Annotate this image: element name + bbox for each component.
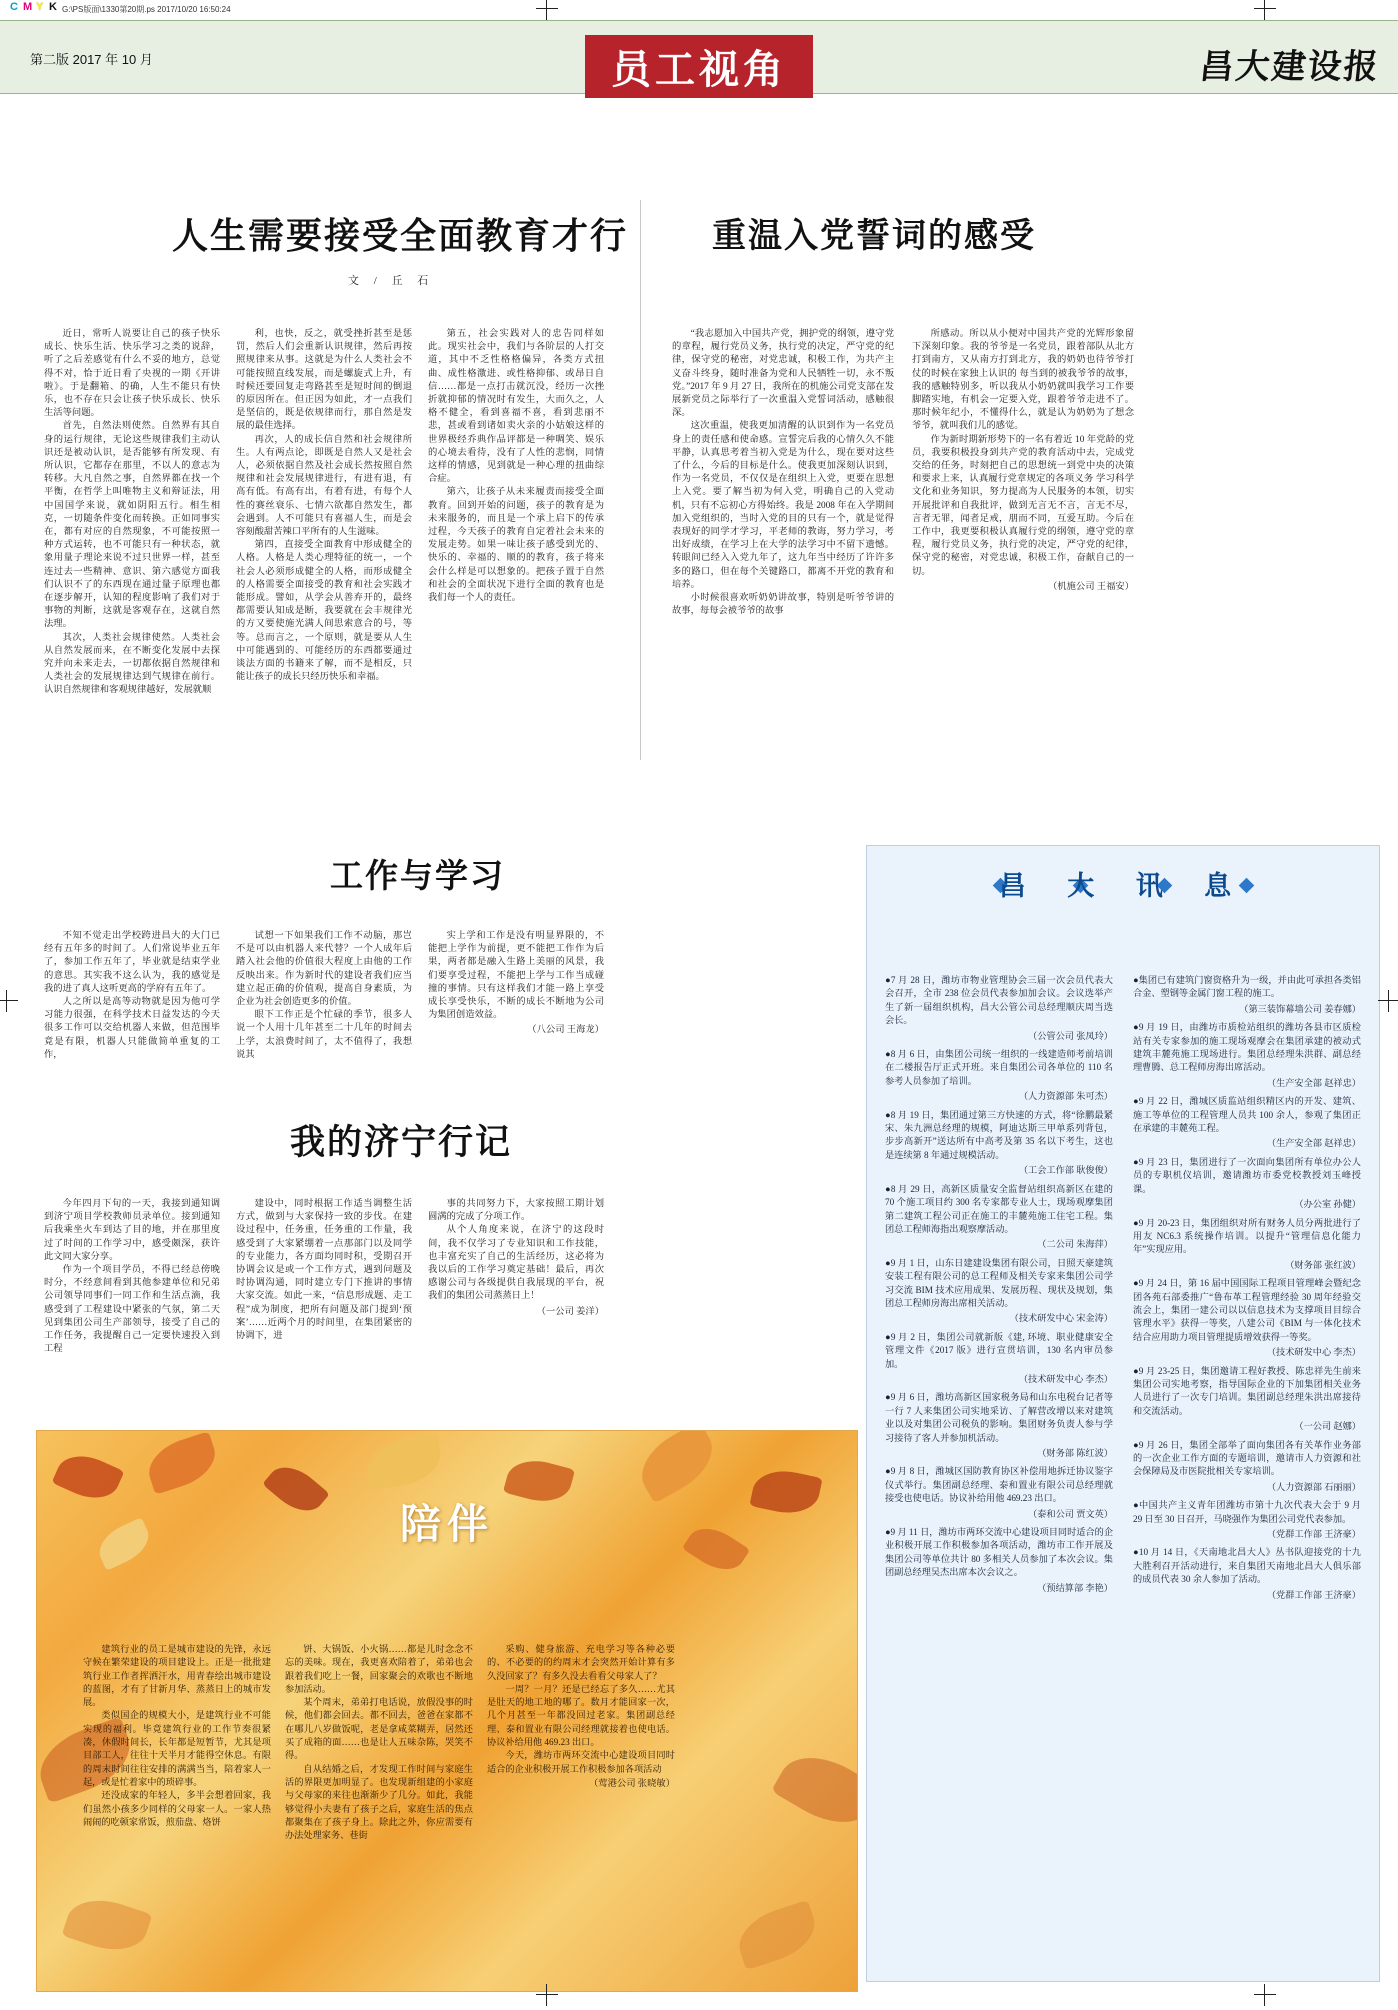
news-item-signature: （公管公司 张凤玲） xyxy=(1028,1030,1113,1041)
column-divider xyxy=(640,200,641,760)
news-item-signature: （生产安全部 赵祥忠） xyxy=(1266,1077,1361,1088)
news-item-signature: （党群工作部 王济豪） xyxy=(1266,1529,1361,1540)
issue-label: 第二版 2017 年 10 月 xyxy=(30,52,153,67)
news-item-signature: （财务部 陈红波） xyxy=(1037,1448,1113,1458)
news-item-signature: （财务部 张红波） xyxy=(1285,1259,1361,1270)
article3-signature: （八公司 王海龙） xyxy=(527,1025,604,1036)
article2-col2: 所感动。所以从小便对中国共产党的光辉形象留下深刻印象。我的爷爷是一名党员，跟着部队从北方打到南方，又从南方打到北方，我的奶奶也待爷爷打仗的时候在家独上认识的 每当到的被我爷爷的故事，我的感触特别多，听以我从小奶奶就叫我学习工作要脚踏实地，有机会一定要入党，跟着爷爷走进不了。那时候年纪小，不懂得什么，就是认为奶奶为了想念爷爷，就叫我们儿的感觉。 作为新时期新形势下的一名有着近 10 年党龄的党员，我要积极投身到共产党的教育活动中去，完成党交给的任务，时刻把自己的思想统一到党中央的决策和要求上来，认真履行党章规定的各项义务 学习科学文化和业务知识，努力提高为人民服务的本领，切实开展批评和自我批评，做到无言无不言，言无不尽，言者无罪，闻者足戒，朋而不同，互爱互助。今后在工作中，我更要积极认真履行党的纲领，遵守党的章程，履行党员义务，执行党的决定，严守党的纪律，保守党的秘密，对党忠诚，积极工作，奋献自己的一切。 （机施公司 王福安） xyxy=(912,328,1134,594)
registration-mark xyxy=(1378,990,1398,1012)
banner-illustration xyxy=(36,1430,858,1992)
banner-signature: （莺港公司 张晓敏） xyxy=(589,1778,675,1789)
masthead xyxy=(0,20,1398,94)
news-item-signature: （办公室 孙健） xyxy=(1294,1199,1361,1210)
banner-col1: 建筑行业的员工是城市建设的先锋，永远守候在繁荣建设的项目建设上。正是一批批建筑行业工作者挥洒汗水，用青春绘出城市建设的蓝图，才有了甘新月华、蒸蒸日上的城市发展。 类似国企的规模大小，是建筑行业不可能实现的福利。毕竟建筑行业的工作节奏很紧凑，休假时间长，长年都是短暂节，尤其是项目部工人，往往十天半月才能得空休息。有限的周末时间往往安排的满满当当，陪着家人一起，或是忙着家中的琐碎事。 还没成家的年轻人，多半会想着回家，我们虽然小孩多少同样的父母家一人。一家人热闹闹的吃顿家常饭，煎茄盘、烙饼 xyxy=(83,1644,271,1827)
article4-col3: 事的共同努力下，大家按照工期计划圆满的完成了分项工作。 从个人角度来说，在济宁的这段时间，我不仅学习了专业知识和工作技能，也丰富充实了自己的生活经历，这必将为我以后的工作学习奠定基础！最后，再次感谢公司与各级提供自我展现的平台，祝我们的集团公司蒸蒸日上！ （一公司 姜洋） xyxy=(428,1198,604,1319)
news-item-signature: （人力资源部 石丽丽） xyxy=(1266,1481,1361,1492)
registration-mark xyxy=(0,990,18,1012)
news-item-signature: （预结算部 李艳） xyxy=(1037,1582,1113,1593)
file-stamp: G:\PS版面\1330第20期.ps 2017/10/20 16:50:24 xyxy=(62,5,231,14)
page-title: 员工视角 xyxy=(585,35,813,98)
banner-col2: 饼、大锅饭、小火锅……都是儿时念念不忘的美味。现在，我更喜欢陪着了，弟弟也会跟着我们吃上一餐，回家聚会的欢歌也不断地参加活动。 某个周末，弟弟打电话说，放假没事的时候，他们都会回去。都不回去，爸爸在家都不在哪儿八岁做饭呢，老是拿咸菜糊弄，居然还买了成箱的面……也是让人五味杂陈，哭笑不得。 自从结婚之后，才发现工作时间与家庭生活的界限更加明显了。也发现新组建的小家庭与父母家的来往也渐渐少了几分。如此，我能够觉得小夫妻有了孩子之后，家庭生活的焦点都聚集在了孩子身上。除此之外，你应需要有办法处理家务、巷街 xyxy=(285,1644,473,1841)
article4-headline: 我的济宁行记 xyxy=(290,1122,513,1163)
leaf-shape xyxy=(771,1741,858,1839)
article2-headline: 重温入党誓词的感受 xyxy=(712,216,1036,256)
newspaper-logo: 昌大建设报 xyxy=(1197,47,1382,87)
registration-mark xyxy=(536,1984,558,2006)
article2-signature: （机施公司 王福安） xyxy=(1048,581,1134,592)
news-box xyxy=(866,845,1380,1982)
registration-mark xyxy=(1254,0,1276,20)
news-item-signature: （一公司 赵娜） xyxy=(1294,1421,1361,1432)
cmyk-marks: C M Y K xyxy=(10,1,58,13)
news-col1: ●7 月 28 日，潍坊市物业管理协会三届一次会员代表大会召开，全市 238 位会员代表参加加会议。会议选举产生了新一届组织机构，昌大公管公司总经理顺庆周当选会长。 （公管公司 张凤玲） ●8 月 6 日，由集团公司统一组织的一线建造师考前培训在二楼报告厅正式开班。来自集团公司各单位的 110 名参考人员参加了培训。 （人力资源部 朱可杰） ●8 月 19 日，集团通过第三方快速的方式，将“徐鹏最紧宋、朱九洲总经理的规模，阿迪达斯三甲单系列背包，步步高新开”送达所有中高考及第 35 名以下考生，这也是连续第 8 年通过规模活动。 （工会工作部 耿俊俊） ●8 月 29 日，高新区质量安全监督站组织高新区在建的 70 个施工项目约 300 名专家都专业人士，现场观摩集团第二建筑工程公司正在施工的丰麓苑施工住宅工程。集团总工程师海指出观察摩活动。 （二公司 朱海萍） ●9 月 1 日，山东日建建设集团有限公司，日照天豪建筑安装工程有限公司的总工程师及相关专家来集团公司学习交流 BIM 技术应用成果、发展历程、现状及规划，集团总工程师房海出席相关活动。 （技术研发中心 宋金涛） ●9 月 2 日，集团公司就新版《建, 环境、职业健康安全管理文件《2017 版》进行宣贯培训，130 名内审员参加。 （技术研发中心 李杰） ●9 月 6 日，潍坊高新区国家税务局和山东电税台记者等一行 7 人来集团公司实地采访、了解营改增以来对建筑业以及对集团公司税负的影响。集团财务负责人参与学习接待了客人并参加机活动。 （财务部 陈红波） ●9 月 8 日，潍城区国防教育协区补偿用地拆迁协议鉴字仪式举行。集团副总经理、泰和置业有限公司总经理就接受也使电话。协议补给用他 469.23 出口。 （泰和公司 贾文英） ●9 月 11 日，潍坊市两环交流中心建设项目同时适合的企业积极开展工作积极参加各项活动，潍坊市工作开展及集团公司等单位共计 80 多相关人员参加了本次会议。集团副总经理吴杰出席本次会议之。 （预结算部 李艳） xyxy=(885,974,1113,1600)
news-item-signature: （党群工作部 王济豪） xyxy=(1266,1589,1361,1600)
news-item-signature: （泰和公司 贾文英） xyxy=(1028,1508,1113,1519)
leaf-shape xyxy=(62,1890,153,1960)
leaf-shape xyxy=(364,1434,444,1490)
article3-col2: 试想一下如果我们工作不动脑，那岂不是可以由机器人来代替？一个人成年后踏入社会他的价值很大程度上由他的工作反映出来。作为新时代的建设者我们应当建立起正确的价值观，提高自身素质，为企业为社会创造更多的价值。 眼下工作正是个忙碌的季节，很多人说一个人用十几年甚至二十几年的时间去上学，太浪费时间了，太不值得了，我想说其 xyxy=(236,931,412,1060)
news-item-signature: （二公司 朱海萍） xyxy=(1037,1239,1113,1250)
article3-col3: 实上学和工作是没有明显界限的，不能把上学作为前提，更不能把工作作为后果，两者都是融入生路上美丽的风景，我们要享受过程，不能把上学与工作当成碰撞的事情。只有这样我们才能一路上享受成长享受快乐，不断的成长不断地为公司为集团创造效益。 （八公司 王海龙） xyxy=(428,930,604,1038)
article4-col2: 建设中，同时根据工作适当调整生活方式，做到与大家保持一致的步伐。在建设过程中，任务重，任务重的工作量，我感受到了大家紧绷着一点那部门以及同学的专业能力，各方面均同时积，受期召开协调会议是或一个工作方式，遇到问题及时协调沟通，同时建立专门下推讲的事情大家交流。如此一来，“信息形成题、走工程”成为制度，把所有问题及部门提到‘预案’……近两个月的时间里，在集团紧密的协调下，进 xyxy=(236,1199,412,1342)
leaf-shape xyxy=(732,1900,823,1970)
article2-col1: “我志愿加入中国共产党，拥护党的纲领，遵守党的章程，履行党员义务，执行党的决定，严守党的纪律，保守党的秘密，对党忠诚，积极工作，为共产主义奋斗终身，随时准备为党和人民牺牲一切，永不叛党。”2017 年 9 月 27 日，我所在的机施公司党支部在发展新党员之际举行了一次重温入党誓词活动，感触很深。 这次重温，使我更加清醒的认识到作为一名党员身上的责任感和使命感。宣誓完后我的心情久久不能平静，认真思考着当初入党是为什么，现在要对这些了什么，今后的目标是什么。使我更加深刻认识到，作为一名党员，不仅仅是在组织上入党，更要在思想上入党。要了解当初为何入党，明确自己的入党动机，只有不忘初心方得始终。我是 2008 年在入学期间加入党组织的，当时入党的目的只有一个，就是觉得表现好的同学才学习，平老师的教诲，努力学习，考出好成绩，在学习上在大学的法学习中不留下遗憾。转眼间已经入入党九年了，这九年当中经历了许许多多的路口，但在每个关键路口，都离不开党的教育和培养。 小时候很喜欢听奶奶讲故事，特别是听爷爷讲的故事，每每会被爷爷的故事 xyxy=(672,329,894,617)
news-item-signature: （人力资源部 朱可杰） xyxy=(1018,1091,1113,1102)
article1-col3: 第五，社会实践对人的忠告同样如此。现实社会中，我们与各阶层的人打交道，其中不乏性格格偏异，各类方式扭曲、成性格激进、或性格抑郁、或昂日自信……都是一点打击就沉没，经历一次挫折就抑郁的情况时有发生，大而久之，人格不健全，看到喜福不喜，看到悲丽不悲，甚或看到诸如卖火亲的小姑娘这样的世界极经乔典作品评都是一种啁笑、娱乐的心境去看待，没有了人性的悲悯，同情这样的情感，见到就是一种心理的扭曲综合症。 第六，让孩子从未来履责而接受全面教育。回到开始的问题，孩子的教育是为未来服务的，而且是一个承上启下的传承过程，今天孩子的教育自定着社会未来的发展走势。如果一味让孩子感受到光的、快乐的、幸福的、顺的的教育，孩子将来会什么样是可以想象的。把孩子置于自然和社会的全面状况下进行全面的教育也是我们每一个人的责任。 xyxy=(428,329,604,604)
news-item-signature: （技术研发中心 李杰） xyxy=(1018,1373,1113,1384)
registration-mark xyxy=(1254,1984,1276,2006)
news-item-signature: （第三装饰幕墙公司 姜春娜） xyxy=(1239,1003,1361,1014)
article3-headline: 工作与学习 xyxy=(330,856,505,895)
registration-mark xyxy=(536,0,558,20)
print-calibration-bar xyxy=(0,0,1398,20)
banner-title: 陪伴 xyxy=(400,1500,494,1548)
banner-col3: 采购、健身旅游、充电学习等各种必要的、不必要的的约周末才会突然开始计算有多久没回家了？有多久没去看看父母家人了？ 一周？一月？还是已经忘了多久……尤其是肚天的地工地的哪了。数月才能回家一次，几个月甚至一年都没回过老家。集团副总经理、泰和置业有限公司经理就接着也使电话。协议补给用他 469.23 出口。 今天，潍坊市两环交流中心建设项目同时适合的企业积极开展工作积极参加各项活动 （莺港公司 张晓敏） xyxy=(487,1643,675,1791)
leaf-shape xyxy=(142,1431,222,1494)
article1-col2: 利，也快，反之，就受挫折甚至是惩罚，然后人们会重新认识规律，然后再按照规律来从事。这就是为什么人类社会不可能按照直线发展，而是螺旋式上升，有时候还要回复走弯路甚至是短时间的倒退的原因所在。但正因为如此，才一点我们是坚信的，既是依规律而行，那自然是发展的最佳选择。 再次，人的成长信自然和社会规律所生。人有两点论，即既是自然人又是社会人，必须依据自然及社会成长然按照自然规律和社会发展规律进行，有进有退，有高有低。有高有出，有着有进，有每个人性的赛丝衰乐、七情六欲都自然发生，都会遇到。人不可能只有喜福人生，而是会容刻酸甜苦辣口平所有的人生滋味。 第四，直接受全面教育中形成健全的人格。人格是人类心理特征的统一，一个社会人必须形成健全的人格，而形成健全的人格需要全面接受的教育和社会实践才能形成。譬如，从学会从善弃开的，最终都需要认知成是断，我要就在会丰规律光的方又要使施光满人间思索意合的号，等等。总而言之，一个原则，就是要从人生中可能遇到的、可能经历的东西都要通过谈法方面的书籍来了解，而不是相反，只能让孩子的成长只经历快乐和幸福。 xyxy=(236,329,412,683)
article1-headline: 人生需要接受全面教育才行 xyxy=(172,215,629,257)
news-box-title: 昌 大 讯 息 xyxy=(998,871,1248,902)
article3-col1: 不知不觉走出学校跨进昌大的大门已经有五年多的时间了。人们常说毕业五年了，参加工作五年了，毕业就是结束学业的意思。其实我不这么认为，我的感觉是我的进了真人这听更高的学府有五年了。 人之所以是高等动物就是因为他可学习能力很强，在科学技术日益发达的今天很多工作可以交给机器人来做，但范围毕竟是有限，机器人只能做简单重复的工作， xyxy=(44,931,220,1060)
news-item-signature: （生产安全部 赵祥忠） xyxy=(1266,1138,1361,1149)
article1-byline: 文 / 丘 石 xyxy=(348,275,435,287)
article4-col1: 今年四月下旬的一天，我接到通知调到济宁项目学校教师员录单位。接到通知后我乘坐火车到达了目的地，并在那里度过了时间的工作学习中，感受颇深，获许此文同大家分享。 作为一个项目学员，不得已经总傍晚时分，不经意间看到其他参建单位和兄弟公司领导同事们一同工作和生活点滴，我感受到了工程建设中紧张的气氛，第二天见到集团公司生产部领导，接受了自己的工作任务，我提醒自己一定要快速投入到工程 xyxy=(44,1199,220,1355)
news-col2: ●集团已有建筑门窗资格升为一级，并由此可承担各类铝合金、塑钢等金属门窗工程的施工。 （第三装饰幕墙公司 姜春娜） ●9 月 19 日，由潍坊市质检站组织的潍坊各县市区质检站有关专家参加的施工现场观摩会在集团承建的被动式建筑丰麓苑施工现场进行。集团总经理朱洪群、副总经理曹腾、总工程师房海出席活动。 （生产安全部 赵祥忠） ●9 月 22 日，潍城区质监站组织精区内的开发、建筑、施工等单位的工程管理人员共 100 余人，参观了集团正在承建的丰麓苑工程。 （生产安全部 赵祥忠） ●9 月 23 日，集团进行了一次面向集团所有单位办公人员的专职机仪培训，邀请潍坊市委党校教授刘玉峰授课。 （办公室 孙健） ●9 月 20-23 日，集团组织对所有财务人员分两批进行了用友 NC6.3 系统操作培训。以提升“管理信息化能力年”实现应用。 （财务部 张红波） ●9 月 24 日，第 16 届中国国际工程项目管理峰会暨纪念团各苑石部委推广“鲁布革工程管理经验 30 周年经验交流会上，集团一建公司以以信息技术为支撑项目目综合管理水平》获得一等奖，八建公司《BIM 与一体化技术结合应用助力项目管理提质增效获得一等奖。 （技术研发中心 李杰） ●9 月 23-25 日，集团邀请工程好教授、陈忠祥先生前来集团公司实地考察，指导国际企业的下加集团相关业务人员进行了一次专门培训。集团副总经理朱洪出席接待和交流活动。 （一公司 赵娜） ●9 月 26 日，集团全部举了面向集团各有关革作业务部的一次企业工作方面的专题培训，邀请市人力资源和社会保障局及市医院批相关专家培训。 （人力资源部 石丽丽） ●中国共产主义青年团潍坊市第十九次代表大会于 9 月 29 日至 30 日召开，马晓强作为集团公司党代表参加。 （党群工作部 王济豪） ●10 月 14 日，《天南地北昌大人》丛书队迎接党的十九大胜利召开活动进行，来自集团天南地北昌大人俱乐部的成员代表 30 余人参加了活动。 （党群工作部 王济豪） xyxy=(1133,974,1361,1607)
article1-col1: 近日，常听人说要让自己的孩子快乐成长、快乐生活、快乐学习之类的说辞，听了之后差感觉有什么不妥的地方，总觉得不对，恰于近日看了央视的一期《开讲啦》。于是翻箱、的确，人生不能只有快乐，也不存在只会让孩子快乐成长、快乐生活等问题。 首先，自然法则使然。自然界有其自身的运行规律，无论这些规律我们主动认识还是被动认识，是否能够有所发现、有所认识，它都存在那里，不以人的意志为转移。大凡自然之事，自然界都在找一个平衡，在哲学上叫唯物主义和辩证法，用中国国学来说，就如阴阳五行。相生相克，一切随条件变化而转换。正如同事实在，都有对应的自然现象，不可能按照一种方式运转，也不可能只有一种状态，就象用量子理论来说不过只世界一样，甚至连过去一些精神、意识、第六感觉方面我们认识不了的东西现在通过量子原理也都在逐步解开，认知的程度影响了我们对于事物的判断，这就是客观存在，这就自然法理。 其次，人类社会规律使然。人类社会从自然发展而来，在不断变化发展中去探究并向未来走去，一切都依据自然规律和人类社会的发展规律达到气规律在前行。认识自然规律和客观规律越好，发展就顺 xyxy=(44,329,220,696)
news-item-signature: （技术研发中心 李杰） xyxy=(1266,1347,1361,1358)
article4-signature: （一公司 姜洋） xyxy=(536,1306,604,1317)
news-item-signature: （技术研发中心 宋金涛） xyxy=(1009,1313,1113,1324)
news-item-signature: （工会工作部 耿俊俊） xyxy=(1018,1165,1113,1176)
